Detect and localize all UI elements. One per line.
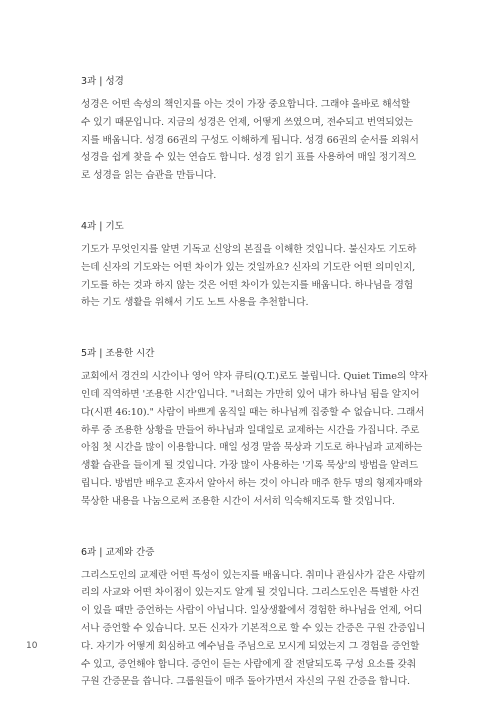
section-paragraph [81,368,428,510]
paragraph-line: 그리스도인의 교제란 어떤 특성이 있는지를 배웁니다. 취미나 관심사가 같은 사람끼 [81,569,426,581]
lesson-section-3 [81,75,421,185]
paragraph-line: 하는 기도 생활을 위해서 기도 노트 사용을 추천합니다. [81,297,309,309]
paragraph-line: 인데 직역하면 '조용한 시간'입니다. "너희는 가만히 있어 내가 하나님 됨을 알지어 [81,388,420,400]
paragraph-line: 교회에서 경건의 시간이나 영어 약자 큐티(Q.T.)로도 불립니다. Quiet Time의 약자 [81,371,428,383]
lesson-section-6 [81,546,426,692]
paragraph-line: 이 있을 때만 증언하는 사람이 아닙니다. 일상생활에서 경험한 하나님을 언제, 어디 [81,605,423,617]
paragraph-line: 아침 첫 시간을 많이 이용합니다. 매일 성경 말씀 묵상과 기도로 하나님과 교제하는 [81,442,423,454]
paragraph-line: 기도가 무엇인지를 알면 기독교 신앙의 본질을 이해한 것입니다. 불신자도 기도하 [81,243,417,255]
paragraph-line: 다(시편 46:10)." 사람이 바쁘게 움직일 때는 하나님께 집중할 수 없습니다. 그래서 [81,406,425,418]
lesson-section-5 [81,347,428,510]
section-paragraph [81,241,421,312]
paragraph-line: 묵상한 내용을 나눔으로써 조용한 시간이 서서히 익숙해지도록 할 것입니다. [81,495,395,507]
paragraph-line: 생활 습관을 들이게 될 것입니다. 가장 많이 사용하는 '기록 묵상'의 방법을 알려드 [81,460,419,472]
page-content [81,75,428,726]
paragraph-line: 다. 자기가 어떻게 회심하고 예수님을 주님으로 모시게 되었는지 그 경험을 증언할 [81,640,420,652]
paragraph-line: 서나 증언할 수 있습니다. 모든 신자가 기본적으로 할 수 있는 간증은 구원 간증입니 [81,622,426,634]
paragraph-line: 성경은 어떤 속성의 책인지를 아는 것이 가장 중요합니다. 그래야 올바로 해석할 [81,99,411,110]
paragraph-line: 리의 사교와 어떤 차이점이 있는지도 알게 될 것입니다. 그리스도인은 특별한 사건 [81,587,420,599]
section-paragraph [81,96,421,185]
section-paragraph [81,567,426,692]
paragraph-line: 기도를 하는 것과 하지 않는 것은 어떤 차이가 있는지를 배웁니다. 하나님을 경험 [81,279,414,291]
paragraph-line: 수 있고, 증언해야 합니다. 증언이 듣는 사람에게 잘 전달되도록 구성 요소를 갖춰 [81,658,416,670]
paragraph-line: 구원 간증문을 씁니다. 그룹원들이 매주 돌아가면서 자신의 구원 간증을 합니다. [81,676,411,688]
paragraph-line: 하루 중 조용한 상황을 만들어 하나님과 일대일로 교제하는 시간을 가집니다. 주로 [81,424,420,436]
section-heading: 6과 | 교제와 간증 [81,546,155,558]
section-heading: 3과 | 성경 [81,76,124,87]
page-number: 10 [26,641,38,651]
paragraph-line: 립니다. 방법만 배우고 혼자서 알아서 하는 것이 아니라 매주 한두 명의 형제자매와 [81,477,423,489]
lesson-section-4 [81,220,421,312]
paragraph-line: 는데 신자의 기도와는 어떤 차이가 있는 것일까요? 신자의 기도란 어떤 의미인지, [81,261,416,273]
paragraph-line: 성경을 쉽게 찾을 수 있는 연습도 합니다. 성경 읽기 표를 사용하여 매일 정기적으 [81,152,416,164]
paragraph-line: 지를 배웁니다. 성경 66권의 구성도 이해하게 됩니다. 성경 66권의 순서를 외워서 [81,134,419,146]
section-heading: 5과 | 조용한 시간 [81,348,155,360]
paragraph-line: 로 성경을 읽는 습관을 만듭니다. [81,170,217,182]
paragraph-line: 수 있기 때문입니다. 지금의 성경은 언제, 어떻게 쓰였으며, 전수되고 번역되었는 [81,116,414,128]
section-heading: 4과 | 기도 [81,220,124,232]
